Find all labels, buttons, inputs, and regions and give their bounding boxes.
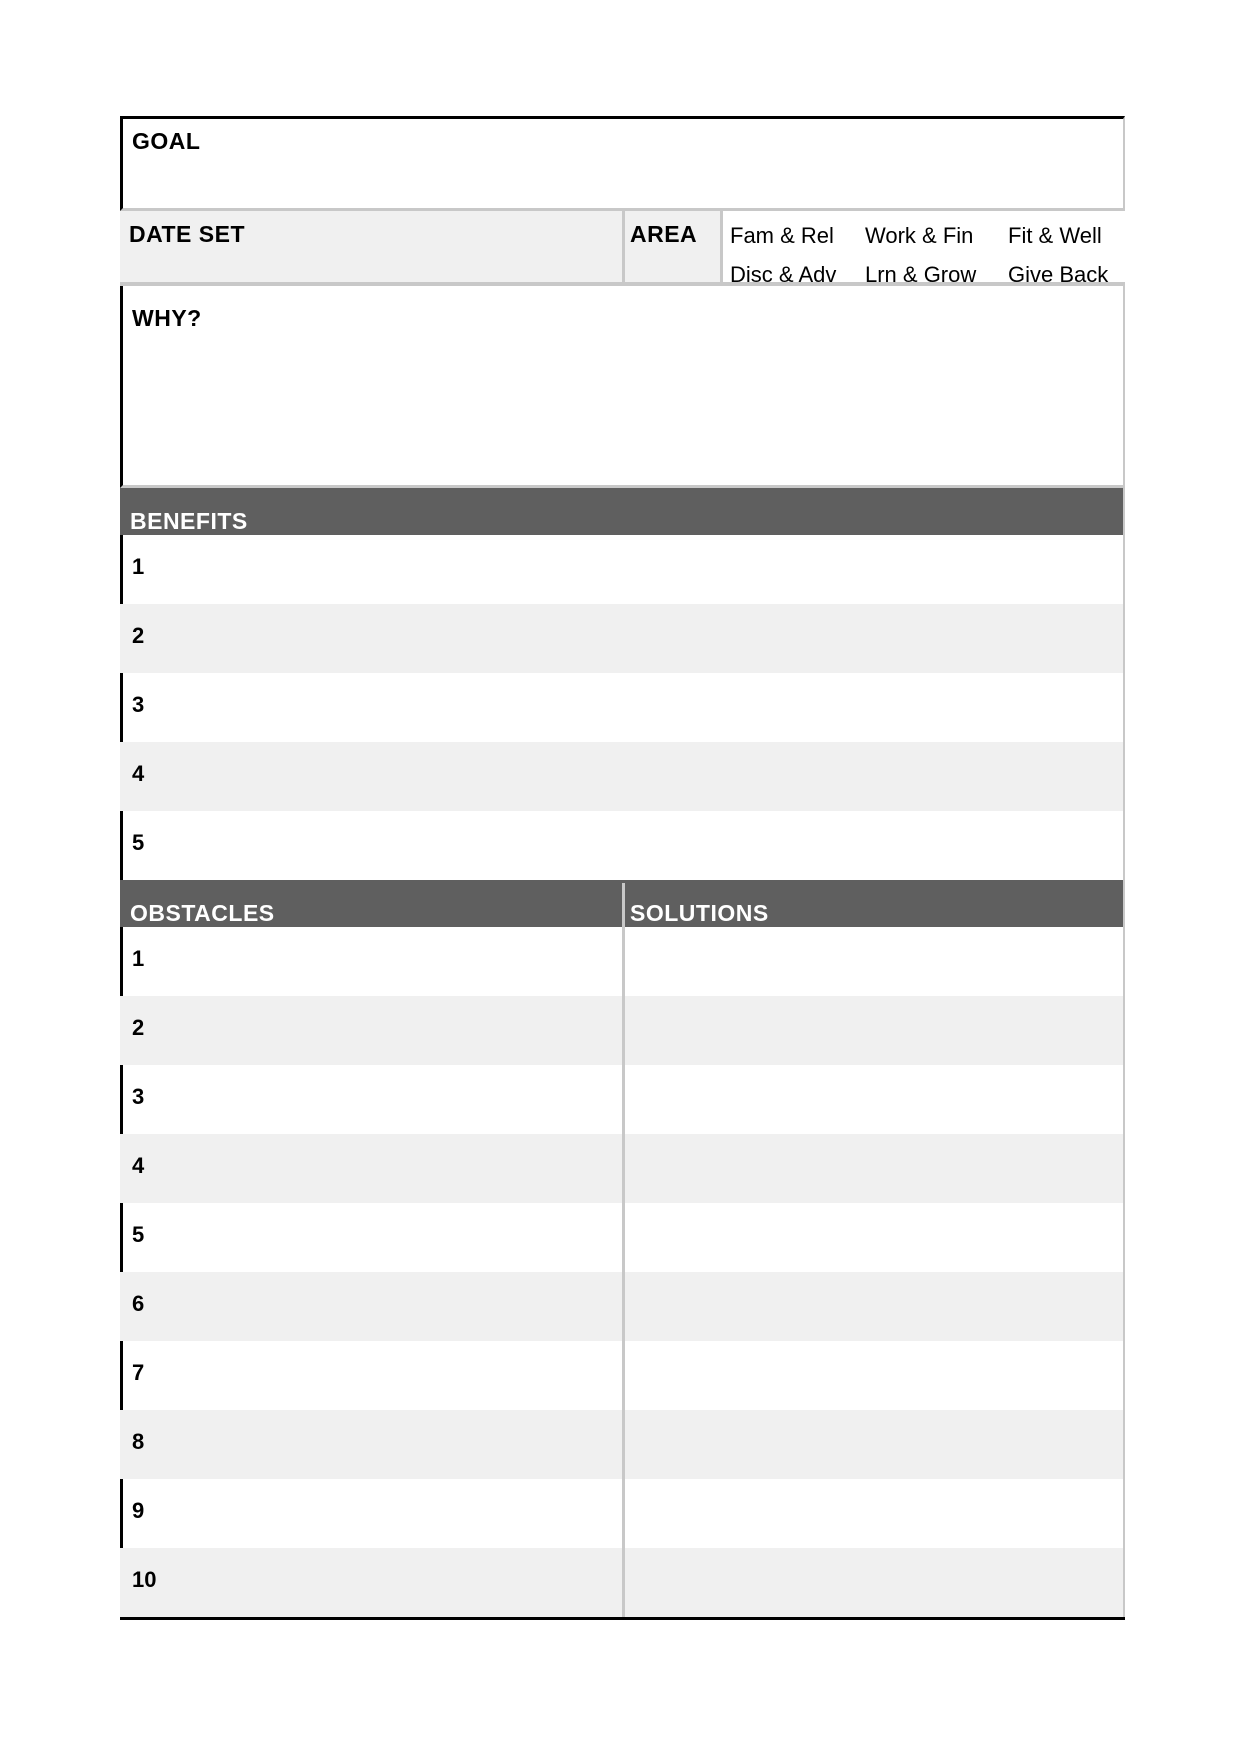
area-option-lrn-grow[interactable]: Lrn & Grow <box>865 262 977 287</box>
why-box[interactable] <box>120 286 1125 488</box>
obstacle-row-number: 8 <box>132 1429 145 1454</box>
area-option-fam-rel[interactable]: Fam & Rel <box>730 223 834 248</box>
area-option-work-fin[interactable]: Work & Fin <box>865 223 974 248</box>
benefit-row[interactable] <box>120 811 1125 880</box>
benefit-row-number: 4 <box>132 761 145 786</box>
why-label: WHY? <box>132 305 202 331</box>
right-border <box>1123 488 1125 1617</box>
area-option-give-back[interactable]: Give Back <box>1008 262 1109 287</box>
obstacle-row-number: 2 <box>132 1015 145 1040</box>
date-set-area-row <box>120 211 1125 286</box>
benefit-row-number: 3 <box>132 692 145 717</box>
solutions-label: SOLUTIONS <box>630 900 769 926</box>
goal-box[interactable] <box>120 116 1125 211</box>
goal-label: GOAL <box>132 128 201 154</box>
benefit-row[interactable] <box>120 742 1125 811</box>
benefits-header <box>120 488 1125 535</box>
obstacle-row-number: 6 <box>132 1291 145 1316</box>
benefit-row-number: 2 <box>132 623 145 648</box>
benefit-row[interactable] <box>120 673 1125 742</box>
obstacle-row-number: 10 <box>132 1567 157 1592</box>
benefits-label: BENEFITS <box>130 508 248 534</box>
date-area-divider <box>622 211 625 286</box>
obstacles-solutions-divider <box>622 883 625 1617</box>
obstacle-row-number: 1 <box>132 946 145 971</box>
date-set-label: DATE SET <box>129 221 246 247</box>
obstacle-row-number: 7 <box>132 1360 145 1385</box>
obstacle-row-number: 5 <box>132 1222 145 1247</box>
benefit-row-number: 5 <box>132 830 145 855</box>
benefit-row[interactable] <box>120 535 1125 604</box>
obstacles-label: OBSTACLES <box>130 900 275 926</box>
obstacle-row-number: 4 <box>132 1153 145 1178</box>
area-label: AREA <box>630 221 698 247</box>
benefit-row[interactable] <box>120 604 1125 673</box>
benefit-row-number: 1 <box>132 554 145 579</box>
obstacle-row-number: 9 <box>132 1498 145 1523</box>
area-option-disc-adv[interactable]: Disc & Adv <box>730 262 837 287</box>
bottom-border <box>120 1617 1125 1620</box>
obstacle-row-number: 3 <box>132 1084 145 1109</box>
area-option-fit-well[interactable]: Fit & Well <box>1008 223 1102 248</box>
